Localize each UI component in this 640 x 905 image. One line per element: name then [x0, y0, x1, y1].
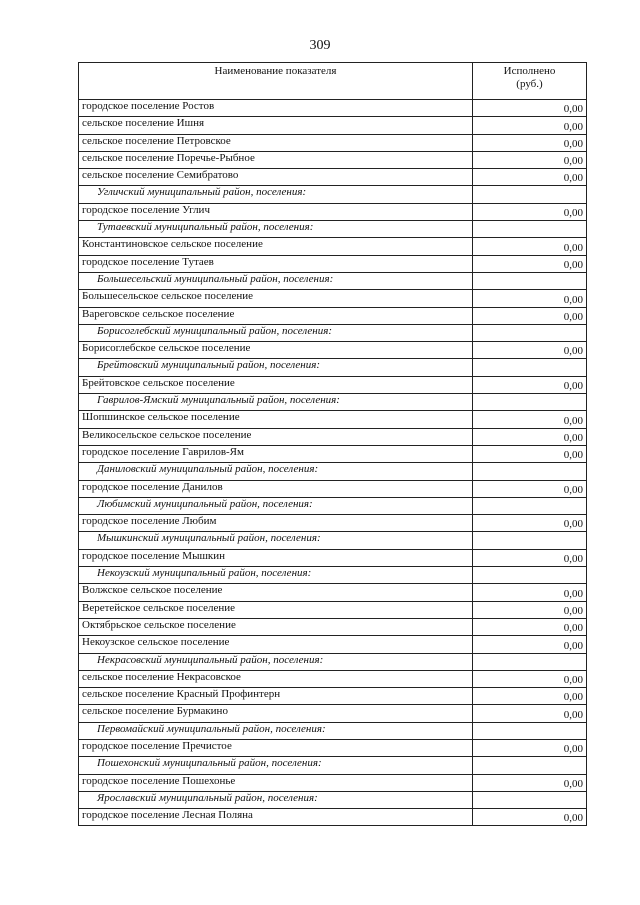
table-row — [79, 445, 587, 462]
executed-amount-cell — [473, 221, 587, 238]
executed-amount-cell: 0,00 — [473, 670, 587, 687]
executed-amount-cell: 0,00 — [473, 445, 587, 462]
table-row — [79, 809, 587, 826]
district-name-cell: Первомайский муниципальный район, поселения: — [79, 722, 473, 739]
table-row — [79, 203, 587, 220]
settlement-name-cell: Октябрьское сельское поселение — [79, 618, 473, 635]
executed-amount-cell: 0,00 — [473, 601, 587, 618]
settlement-name-cell: городское поселение Пречистое — [79, 739, 473, 756]
district-name-cell: Тутаевский муниципальный район, поселения: — [79, 221, 473, 238]
district-header-row — [79, 567, 587, 584]
executed-amount-cell — [473, 722, 587, 739]
settlement-name-cell: Шопшинское сельское поселение — [79, 411, 473, 428]
district-name-cell: Борисоглебский муниципальный район, поселения: — [79, 324, 473, 341]
district-name-cell: Брейтовский муниципальный район, поселения: — [79, 359, 473, 376]
table-header-row — [79, 63, 587, 100]
executed-amount-cell: 0,00 — [473, 307, 587, 324]
settlement-name-cell: сельское поселение Бурмакино — [79, 705, 473, 722]
district-header-row — [79, 532, 587, 549]
executed-amount-cell — [473, 567, 587, 584]
settlement-name-cell: Вареговское сельское поселение — [79, 307, 473, 324]
table-row — [79, 601, 587, 618]
executed-amount-cell: 0,00 — [473, 428, 587, 445]
executed-amount-cell: 0,00 — [473, 636, 587, 653]
district-header-row — [79, 394, 587, 411]
executed-amount-cell: 0,00 — [473, 705, 587, 722]
table-row — [79, 584, 587, 601]
settlement-name-cell: Борисоглебское сельское поселение — [79, 342, 473, 359]
settlement-name-cell: сельское поселение Некрасовское — [79, 670, 473, 687]
executed-amount-cell — [473, 272, 587, 289]
settlement-name-cell: городское поселение Ростов — [79, 100, 473, 117]
executed-amount-cell: 0,00 — [473, 515, 587, 532]
table-row — [79, 636, 587, 653]
table-row — [79, 117, 587, 134]
settlement-name-cell: городское поселение Данилов — [79, 480, 473, 497]
executed-amount-cell: 0,00 — [473, 774, 587, 791]
table-row — [79, 255, 587, 272]
table-row — [79, 774, 587, 791]
executed-amount-cell: 0,00 — [473, 238, 587, 255]
district-header-row — [79, 757, 587, 774]
executed-amount-cell: 0,00 — [473, 411, 587, 428]
executed-amount-cell — [473, 532, 587, 549]
table-row — [79, 411, 587, 428]
settlement-name-cell: сельское поселение Поречье-Рыбное — [79, 151, 473, 168]
district-header-row — [79, 653, 587, 670]
table-row — [79, 342, 587, 359]
table-row — [79, 376, 587, 393]
table-row — [79, 134, 587, 151]
column-header-value — [473, 63, 587, 100]
table-row — [79, 549, 587, 566]
district-name-cell: Пошехонский муниципальный район, поселения: — [79, 757, 473, 774]
settlement-name-cell: городское поселение Любим — [79, 515, 473, 532]
district-name-cell: Угличский муниципальный район, поселения: — [79, 186, 473, 203]
executed-amount-cell — [473, 497, 587, 514]
settlement-name-cell: Некоузское сельское поселение — [79, 636, 473, 653]
district-header-row — [79, 791, 587, 808]
settlement-name-cell: сельское поселение Красный Профинтерн — [79, 688, 473, 705]
district-name-cell: Гаврилов-Ямский муниципальный район, поселения: — [79, 394, 473, 411]
district-name-cell: Некоузский муниципальный район, поселения: — [79, 567, 473, 584]
table-row — [79, 428, 587, 445]
executed-amount-cell: 0,00 — [473, 688, 587, 705]
settlement-name-cell: городское поселение Гаврилов-Ям — [79, 445, 473, 462]
settlement-name-cell: городское поселение Тутаев — [79, 255, 473, 272]
district-name-cell: Мышкинский муниципальный район, поселения: — [79, 532, 473, 549]
executed-amount-cell: 0,00 — [473, 100, 587, 117]
column-header-value-line1: Исполнено — [503, 65, 556, 77]
settlement-name-cell: городское поселение Мышкин — [79, 549, 473, 566]
table-row — [79, 688, 587, 705]
executed-amount-cell: 0,00 — [473, 480, 587, 497]
executed-amount-cell: 0,00 — [473, 203, 587, 220]
settlement-name-cell: Константиновское сельское поселение — [79, 238, 473, 255]
district-header-row — [79, 272, 587, 289]
table-row — [79, 151, 587, 168]
district-name-cell: Ярославский муниципальный район, поселения: — [79, 791, 473, 808]
table-row — [79, 169, 587, 186]
executed-amount-cell — [473, 653, 587, 670]
executed-amount-cell: 0,00 — [473, 376, 587, 393]
executed-amount-cell: 0,00 — [473, 117, 587, 134]
executed-amount-cell: 0,00 — [473, 342, 587, 359]
report-table — [78, 62, 587, 826]
district-name-cell: Любимский муниципальный район, поселения: — [79, 497, 473, 514]
executed-amount-cell: 0,00 — [473, 584, 587, 601]
district-name-cell: Некрасовский муниципальный район, поселения: — [79, 653, 473, 670]
district-header-row — [79, 186, 587, 203]
executed-amount-cell — [473, 463, 587, 480]
executed-amount-cell: 0,00 — [473, 549, 587, 566]
executed-amount-cell: 0,00 — [473, 739, 587, 756]
settlement-name-cell: сельское поселение Петровское — [79, 134, 473, 151]
table-row — [79, 238, 587, 255]
settlement-name-cell: городское поселение Пошехонье — [79, 774, 473, 791]
executed-amount-cell — [473, 359, 587, 376]
settlement-name-cell: городское поселение Лесная Поляна — [79, 809, 473, 826]
executed-amount-cell: 0,00 — [473, 134, 587, 151]
district-header-row — [79, 497, 587, 514]
table-row — [79, 515, 587, 532]
table-row — [79, 670, 587, 687]
district-header-row — [79, 463, 587, 480]
settlement-name-cell: Большесельское сельское поселение — [79, 290, 473, 307]
executed-amount-cell — [473, 324, 587, 341]
column-header-name: Наименование показателя — [79, 63, 473, 100]
table-row — [79, 307, 587, 324]
executed-amount-cell — [473, 791, 587, 808]
table-row — [79, 100, 587, 117]
executed-amount-cell: 0,00 — [473, 290, 587, 307]
executed-amount-cell: 0,00 — [473, 255, 587, 272]
district-header-row — [79, 359, 587, 376]
executed-amount-cell — [473, 186, 587, 203]
table-row — [79, 290, 587, 307]
settlement-name-cell: городское поселение Углич — [79, 203, 473, 220]
page-number: 309 — [309, 38, 331, 53]
district-header-row — [79, 221, 587, 238]
executed-amount-cell — [473, 757, 587, 774]
table-row — [79, 739, 587, 756]
district-header-row — [79, 324, 587, 341]
executed-amount-cell: 0,00 — [473, 618, 587, 635]
settlement-name-cell: Великосельское сельское поселение — [79, 428, 473, 445]
settlement-name-cell: Брейтовское сельское поселение — [79, 376, 473, 393]
executed-amount-cell: 0,00 — [473, 809, 587, 826]
table-row — [79, 480, 587, 497]
settlement-name-cell: сельское поселение Семибратово — [79, 169, 473, 186]
settlement-name-cell: Веретейское сельское поселение — [79, 601, 473, 618]
district-name-cell: Большесельский муниципальный район, поселения: — [79, 272, 473, 289]
executed-amount-cell: 0,00 — [473, 169, 587, 186]
settlement-name-cell: сельское поселение Ишня — [79, 117, 473, 134]
executed-amount-cell — [473, 394, 587, 411]
executed-amount-cell: 0,00 — [473, 151, 587, 168]
district-header-row — [79, 722, 587, 739]
table-row — [79, 705, 587, 722]
settlement-name-cell: Волжское сельское поселение — [79, 584, 473, 601]
table-body — [79, 100, 587, 826]
table-row — [79, 618, 587, 635]
district-name-cell: Даниловский муниципальный район, поселения: — [79, 463, 473, 480]
column-header-value-line2: (руб.) — [516, 78, 543, 90]
